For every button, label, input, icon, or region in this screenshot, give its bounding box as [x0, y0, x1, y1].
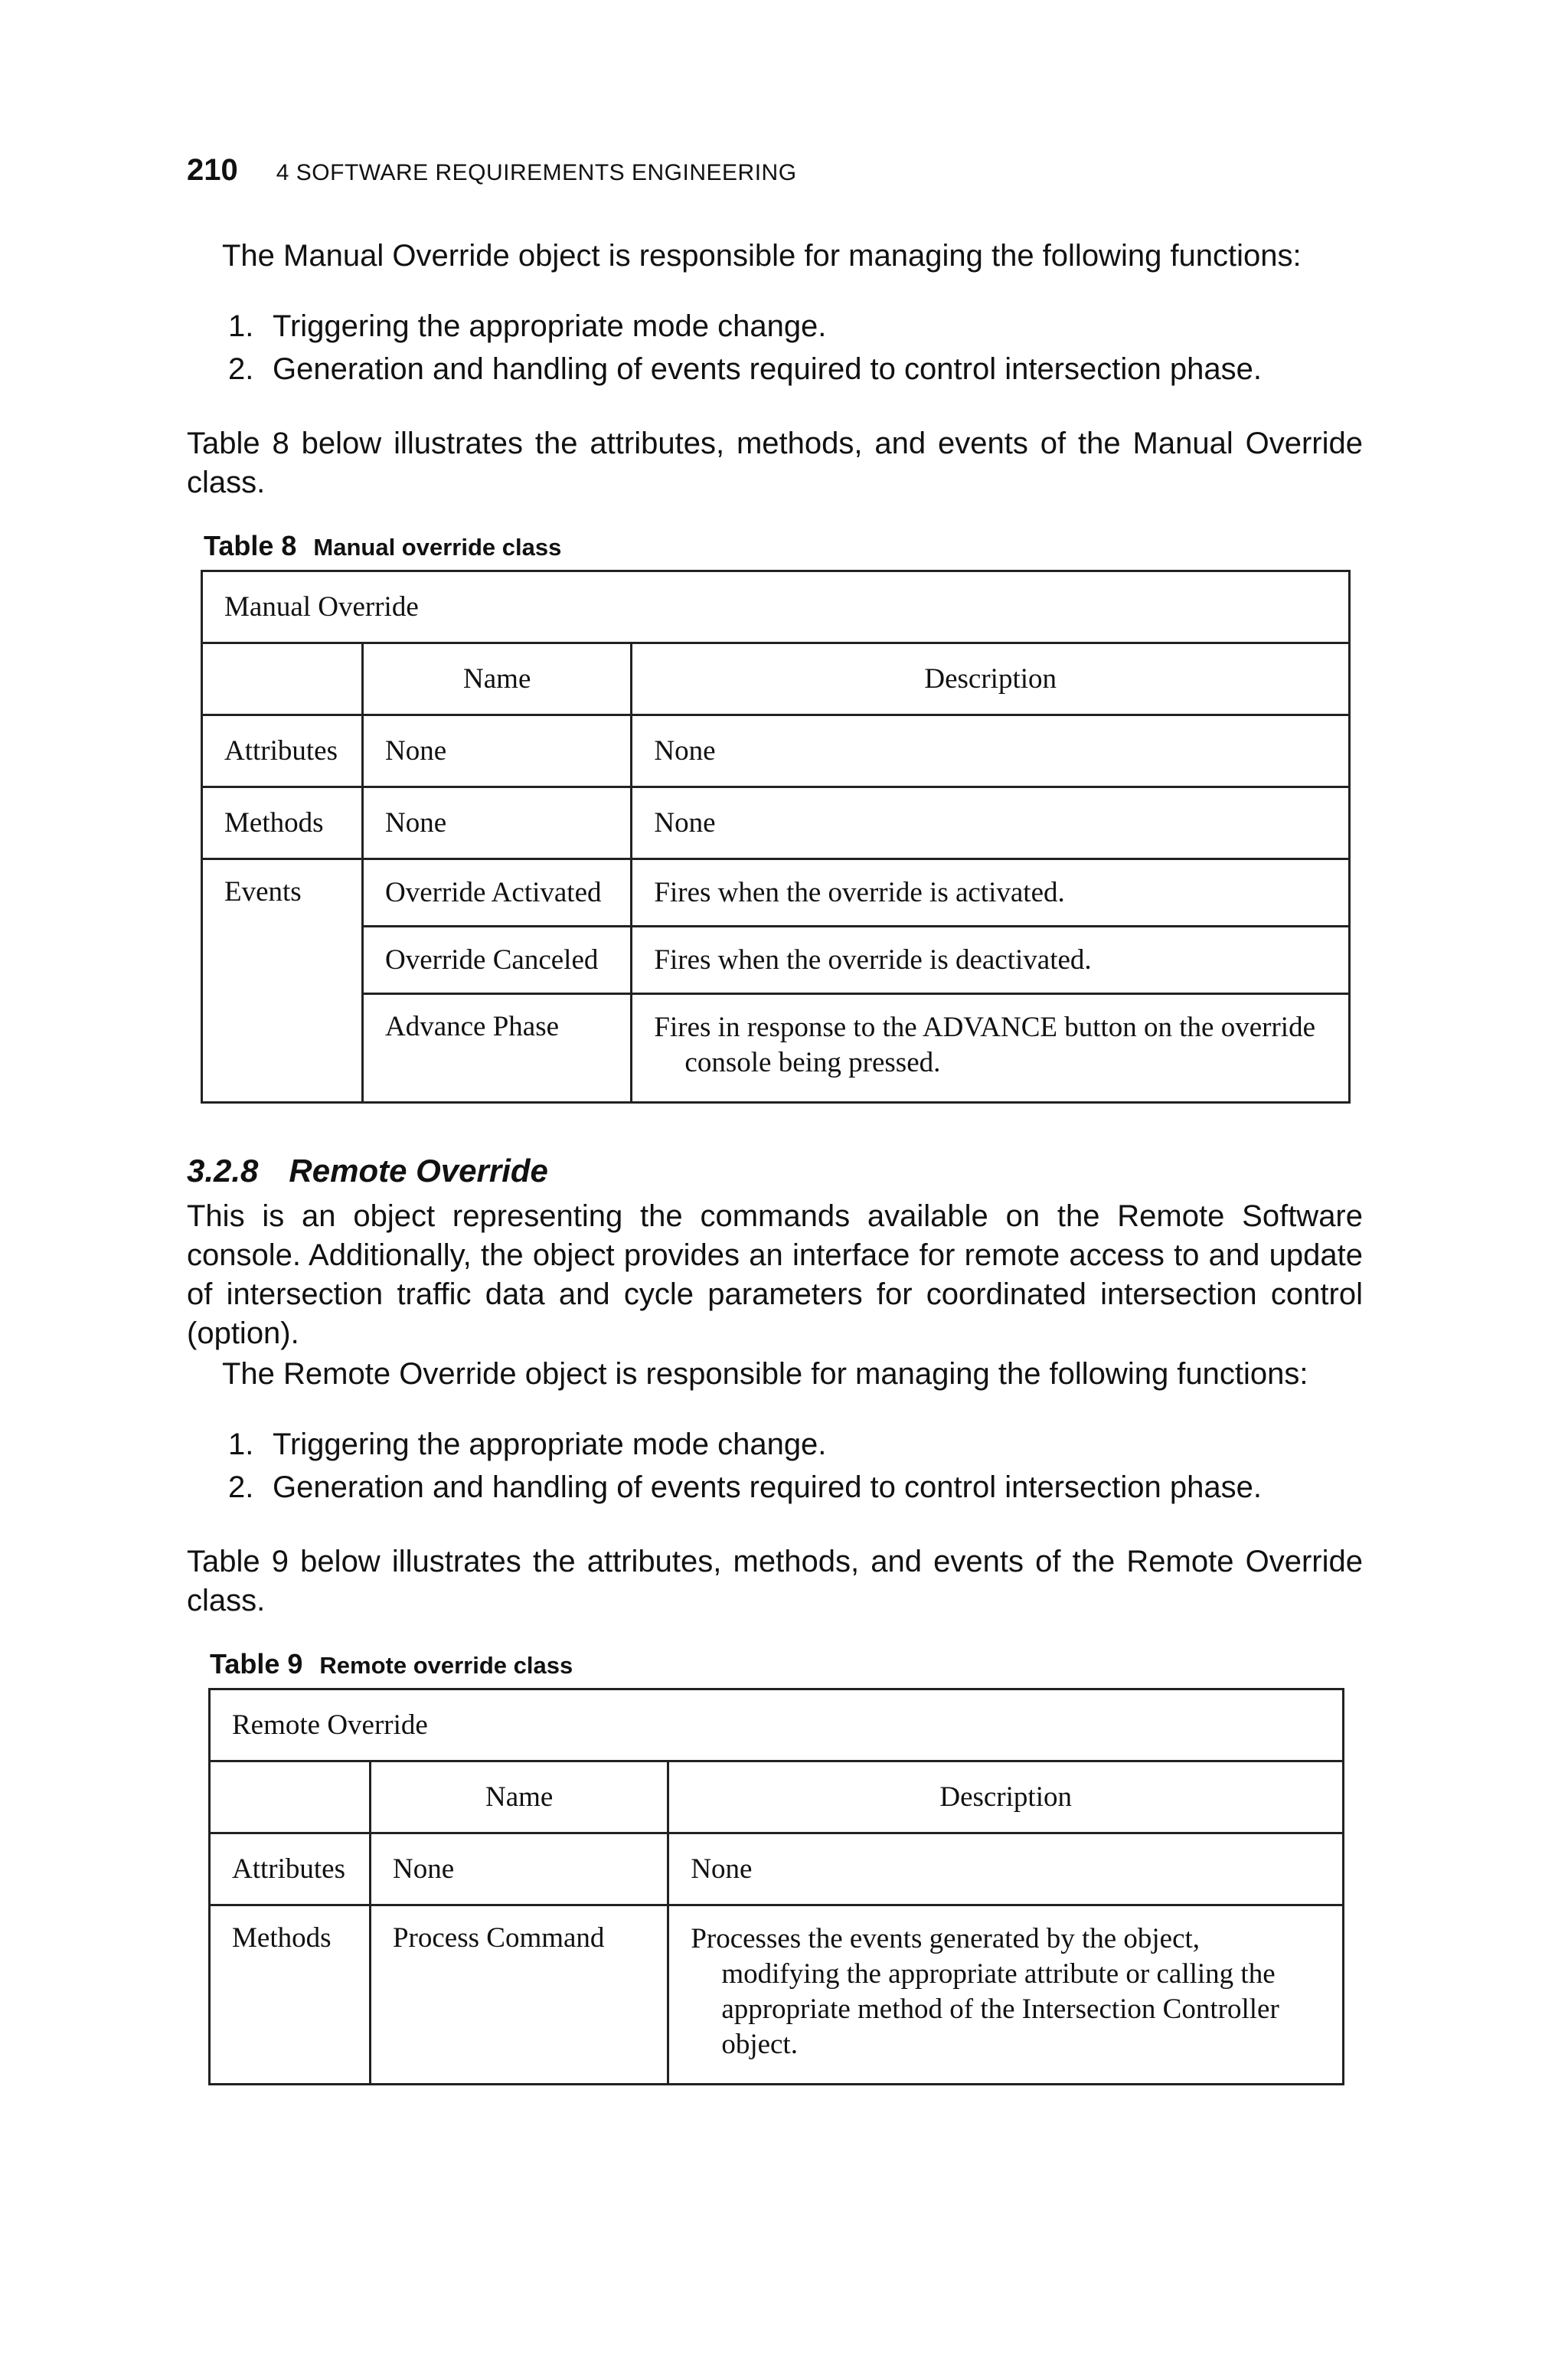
- table9-methods-name: Process Command: [370, 1905, 668, 2085]
- table9-attributes-name: None: [370, 1833, 668, 1905]
- table8-col-description: Description: [632, 643, 1350, 715]
- list-item-number: 2.: [228, 352, 254, 386]
- manual-table-ref: Table 8 below illustrates the attributes, methods, and events of the Manual Override class.: [187, 427, 1363, 499]
- table8-blank-header: [202, 643, 363, 715]
- table8-label: Table 8: [204, 530, 297, 561]
- list-item-number: 2.: [228, 1470, 254, 1504]
- page-header: [187, 153, 797, 199]
- list-item-text: Generation and handling of events required to control intersection phase.: [273, 1470, 1262, 1504]
- table8-methods-description: None: [632, 787, 1350, 859]
- list-item-text: Triggering the appropriate mode change.: [273, 1428, 827, 1461]
- section-number: 3.2.8: [187, 1153, 259, 1189]
- manual-intro: The Manual Override object is responsible for managing the following functions:: [222, 239, 1302, 273]
- table8-methods-label: Methods: [202, 787, 363, 859]
- table-row: [210, 1833, 1344, 1905]
- table9: [208, 1688, 1344, 2085]
- section-body: This is an object representing the commands available on the Remote Software console. Additionally, the object provides an interface for remote access to and update of intersection traffic data and cycle parameters for coordinated intersection control (option).: [187, 1199, 1363, 1350]
- table9-col-name: Name: [370, 1761, 668, 1833]
- remote-functions-list: [228, 1423, 1392, 1509]
- table8-attributes-name: None: [362, 715, 631, 787]
- table8-event-name: Override Canceled: [362, 927, 631, 994]
- table-row: [202, 994, 1350, 1103]
- table-row: [202, 859, 1350, 927]
- list-item-number: 1.: [228, 309, 254, 343]
- table9-attributes-description: None: [668, 1833, 1344, 1905]
- remote-table-ref: Table 9 below illustrates the attributes, methods, and events of the Remote Override class.: [187, 1545, 1363, 1617]
- table8-event-description: Fires in response to the ADVANCE button on the override console being pressed.: [654, 1012, 1315, 1078]
- table8: [201, 570, 1351, 1104]
- table-row: [202, 787, 1350, 859]
- table8-col-name: Name: [362, 643, 631, 715]
- table8-class-name: Manual Override: [202, 571, 1350, 643]
- list-item: [228, 305, 1392, 348]
- table9-class-name: Remote Override: [210, 1689, 1344, 1761]
- section-heading: [187, 1153, 548, 1189]
- section-title: Remote Override: [289, 1153, 548, 1189]
- table9-label: Table 9: [210, 1648, 303, 1680]
- running-head: 4 SOFTWARE REQUIREMENTS ENGINEERING: [276, 160, 797, 185]
- table9-methods-label: Methods: [210, 1905, 371, 2085]
- table8-event-name: Override Activated: [362, 859, 631, 927]
- table9-methods-description: Processes the events generated by the object, modifying the appropriate attribute or calling the appropriate method of the Intersection Controller object.: [691, 1923, 1279, 2060]
- table9-attributes-label: Attributes: [210, 1833, 371, 1905]
- table8-event-name: Advance Phase: [362, 994, 631, 1103]
- table9-col-description: Description: [668, 1761, 1344, 1833]
- list-item-text: Generation and handling of events required to control intersection phase.: [273, 352, 1262, 386]
- remote-intro: The Remote Override object is responsible for managing the following functions:: [222, 1357, 1308, 1391]
- list-item-number: 1.: [228, 1428, 254, 1461]
- table8-event-description: Fires when the override is deactivated.: [632, 927, 1350, 994]
- table8-attributes-description: None: [632, 715, 1350, 787]
- table8-methods-name: None: [362, 787, 631, 859]
- list-item: [228, 348, 1392, 391]
- table8-title: Manual override class: [313, 534, 562, 561]
- table9-title: Remote override class: [319, 1652, 573, 1679]
- manual-functions-list: [228, 305, 1392, 391]
- page-number: 210: [187, 153, 238, 187]
- table-row: [202, 927, 1350, 994]
- list-item: [228, 1466, 1392, 1509]
- table9-caption: [210, 1648, 573, 1680]
- table8-events-label: Events: [202, 859, 363, 1103]
- table9-blank-header: [210, 1761, 371, 1833]
- table8-caption: [204, 530, 561, 562]
- table-row: [210, 1905, 1344, 2085]
- table8-event-description: Fires when the override is activated.: [632, 859, 1350, 927]
- table-row: [202, 715, 1350, 787]
- list-item: [228, 1423, 1392, 1466]
- list-item-text: Triggering the appropriate mode change.: [273, 309, 827, 343]
- table8-attributes-label: Attributes: [202, 715, 363, 787]
